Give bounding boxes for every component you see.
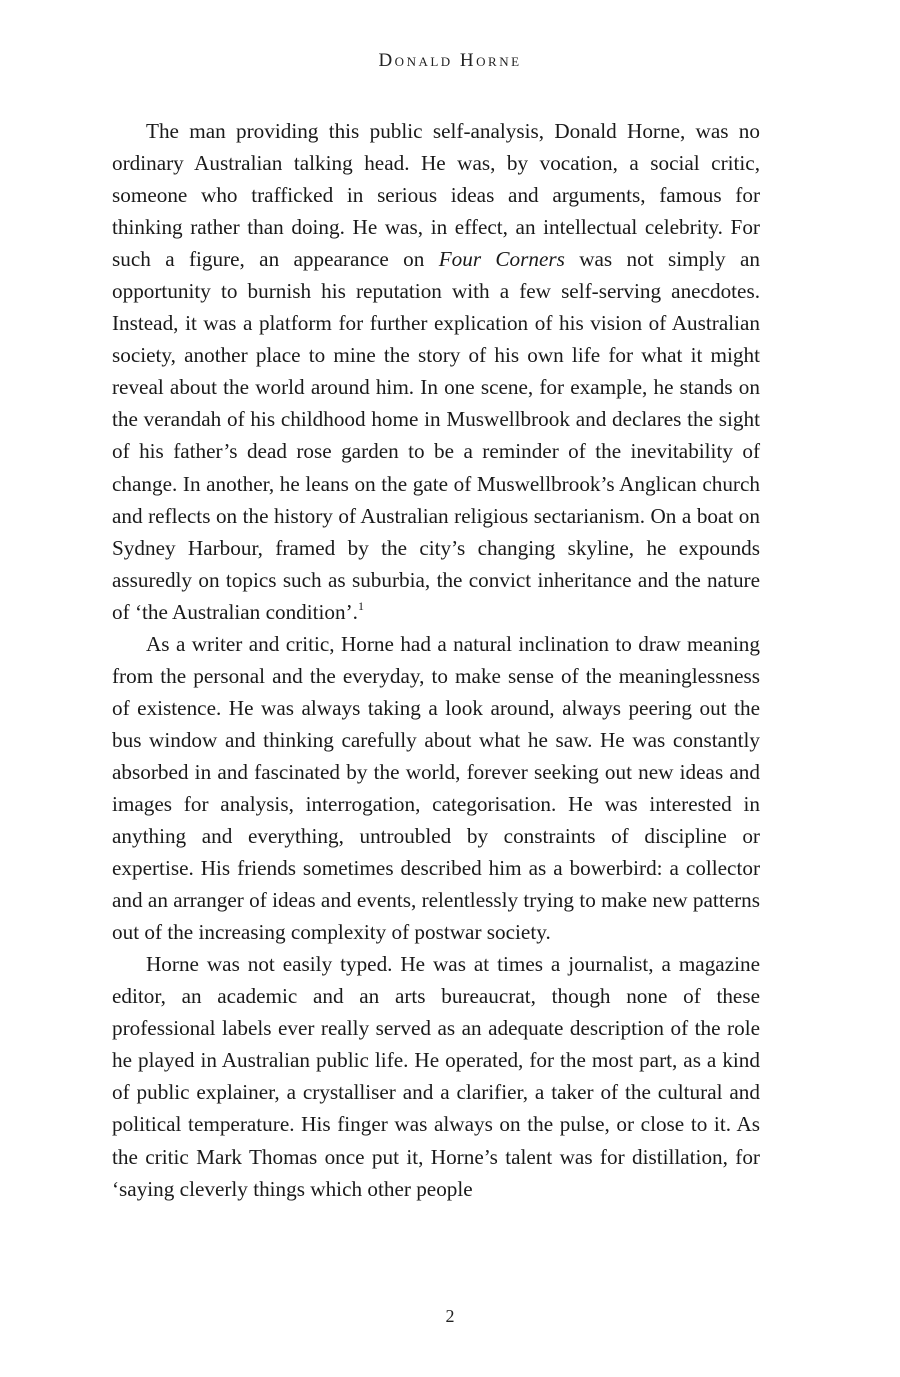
paragraph-2: As a writer and critic, Horne had a natural inclination to draw meaning from the personal and the everyday, to make sense of the meaninglessness of existence. He was always taking a look around, always peering out the bus window and thinking carefully about what he saw. He was constantly absorbed in and fascinated by the world, forever seeking out new ideas and images for analysis, interrogation, categorisation. He was interested in anything and everything, untroubled by constraints of discipline or expertise. His friends sometimes described him as a bowerbird: a collector and an arranger of ideas and events, relentlessly trying to make new patterns out of the increasing complexity of postwar society. — [112, 631, 760, 945]
body-text — [112, 115, 760, 1205]
footnote-reference: 1 — [357, 598, 364, 613]
paragraph-1 — [112, 115, 760, 628]
page-number: 2 — [445, 1306, 455, 1326]
paragraph-1-text-a: The man providing this public self-analysis, Donald Horne, was no ordinary Australian talking head. He was, by vocation, a social critic, someone who trafficked in serious ideas and arguments, famous for thinking rather than doing. He was, in effect, an intellectual celebrity. For such a figure, an appearance on — [112, 119, 760, 272]
running-head: Donald Horne — [378, 50, 522, 71]
paragraph-1-text-b: was not simply an opportunity to burnish his reputation with a few self-serving anecdotes. Instead, it was a platform for further explication of his vision of Australian society, another place to mine the story of his own life for what it might reveal about the world around him. In one scene, for example, he stands on the verandah of his childhood home in Muswellbrook and declares the sight of his father’s dead rose garden to be a reminder of the inevitability of change. In another, he leans on the gate of Muswellbrook’s Anglican church and reflects on the history of Australian religious sectarianism. On a boat on Sydney Harbour, framed by the city’s changing skyline, he expounds assuredly on topics such as suburbia, the convict inheritance and the nature of ‘the Australian condition’. — [112, 247, 760, 624]
italic-title: Four Corners — [438, 247, 565, 272]
paragraph-3: Horne was not easily typed. He was at times a journalist, a magazine editor, an academic and an arts bureaucrat, though none of these professional labels ever really served as an adequate description of the role he played in Australian public life. He operated, for the most part, as a kind of public explainer, a crystalliser and a clarifier, a taker of the cultural and political temperature. His finger was always on the pulse, or close to it. As the critic Mark Thomas once put it, Horne’s talent was for distillation, for ‘saying cleverly things which other people — [112, 952, 760, 1201]
